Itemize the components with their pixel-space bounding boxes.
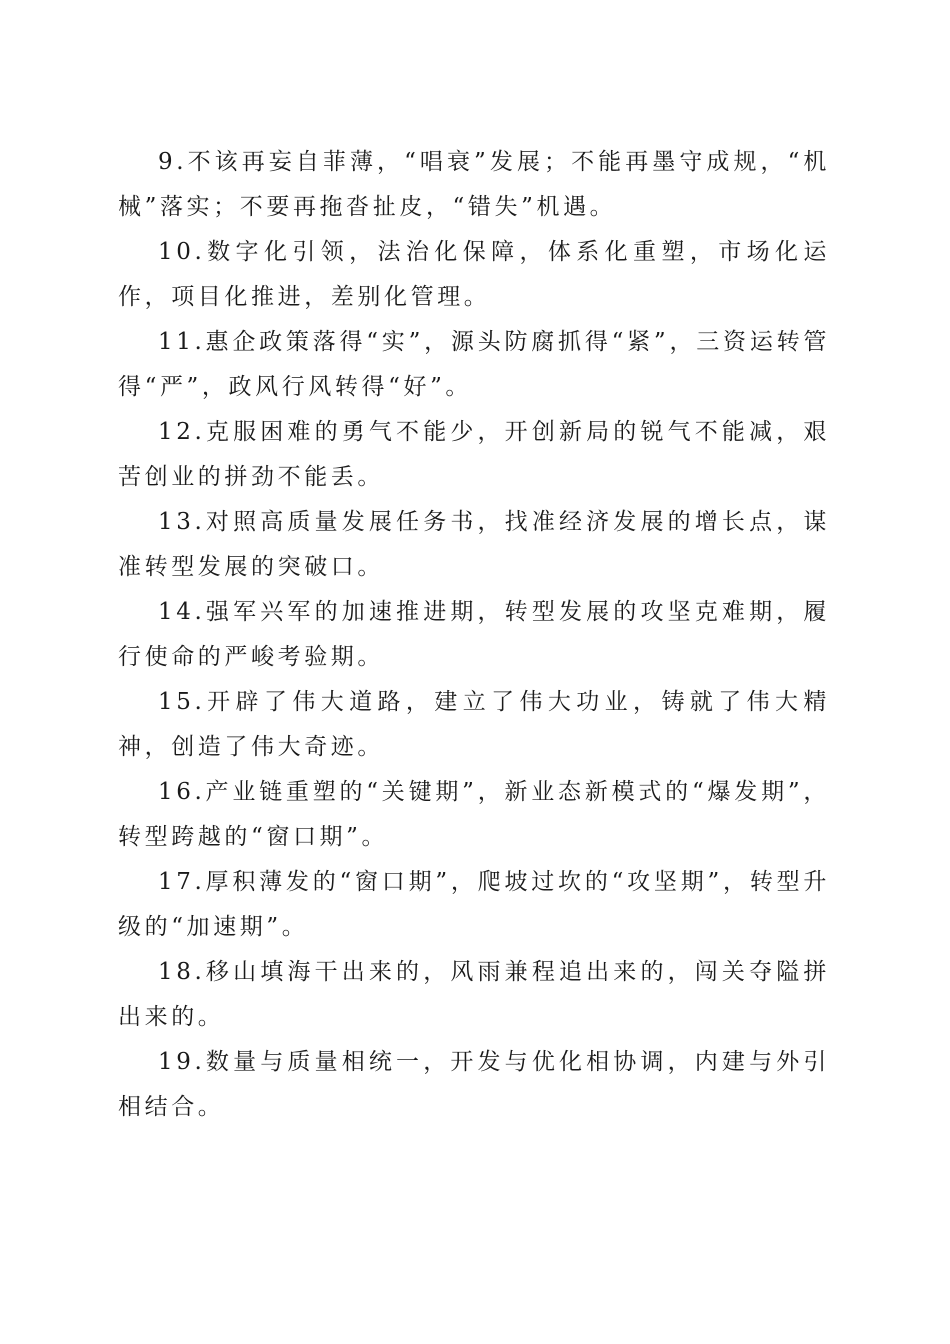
document-body [118,140,830,1130]
paragraph-item-13: 13.对照高质量发展任务书，找准经济发展的增长点，谋准转型发展的突破口。 [118,509,830,580]
paragraph-item-14: 14.强军兴军的加速推进期，转型发展的攻坚克难期，履行使命的严峻考验期。 [118,599,830,670]
paragraph-item-16: 16.产业链重塑的“关键期”，新业态新模式的“爆发期”，转型跨越的“窗口期”。 [118,779,830,850]
paragraph-item-10: 10.数字化引领，法治化保障，体系化重塑，市场化运作，项目化推进，差别化管理。 [118,239,830,310]
paragraph-item-12: 12.克服困难的勇气不能少，开创新局的锐气不能减，艰苦创业的拼劲不能丢。 [118,419,830,490]
paragraph-item-11: 11.惠企政策落得“实”，源头防腐抓得“紧”，三资运转管得“严”，政风行风转得“好”。 [118,329,830,400]
paragraph-item-19: 19.数量与质量相统一，开发与优化相协调，内建与外引相结合。 [118,1049,830,1120]
paragraph-item-17: 17.厚积薄发的“窗口期”，爬坡过坎的“攻坚期”，转型升级的“加速期”。 [118,869,830,940]
paragraph-item-9: 9.不该再妄自菲薄，“唱衰”发展；不能再墨守成规，“机械”落实；不要再拖沓扯皮，“错失”机遇。 [118,149,830,220]
paragraph-item-15: 15.开辟了伟大道路，建立了伟大功业，铸就了伟大精神，创造了伟大奇迹。 [118,689,830,760]
paragraph-item-18: 18.移山填海干出来的，风雨兼程追出来的，闯关夺隘拼出来的。 [118,959,830,1030]
